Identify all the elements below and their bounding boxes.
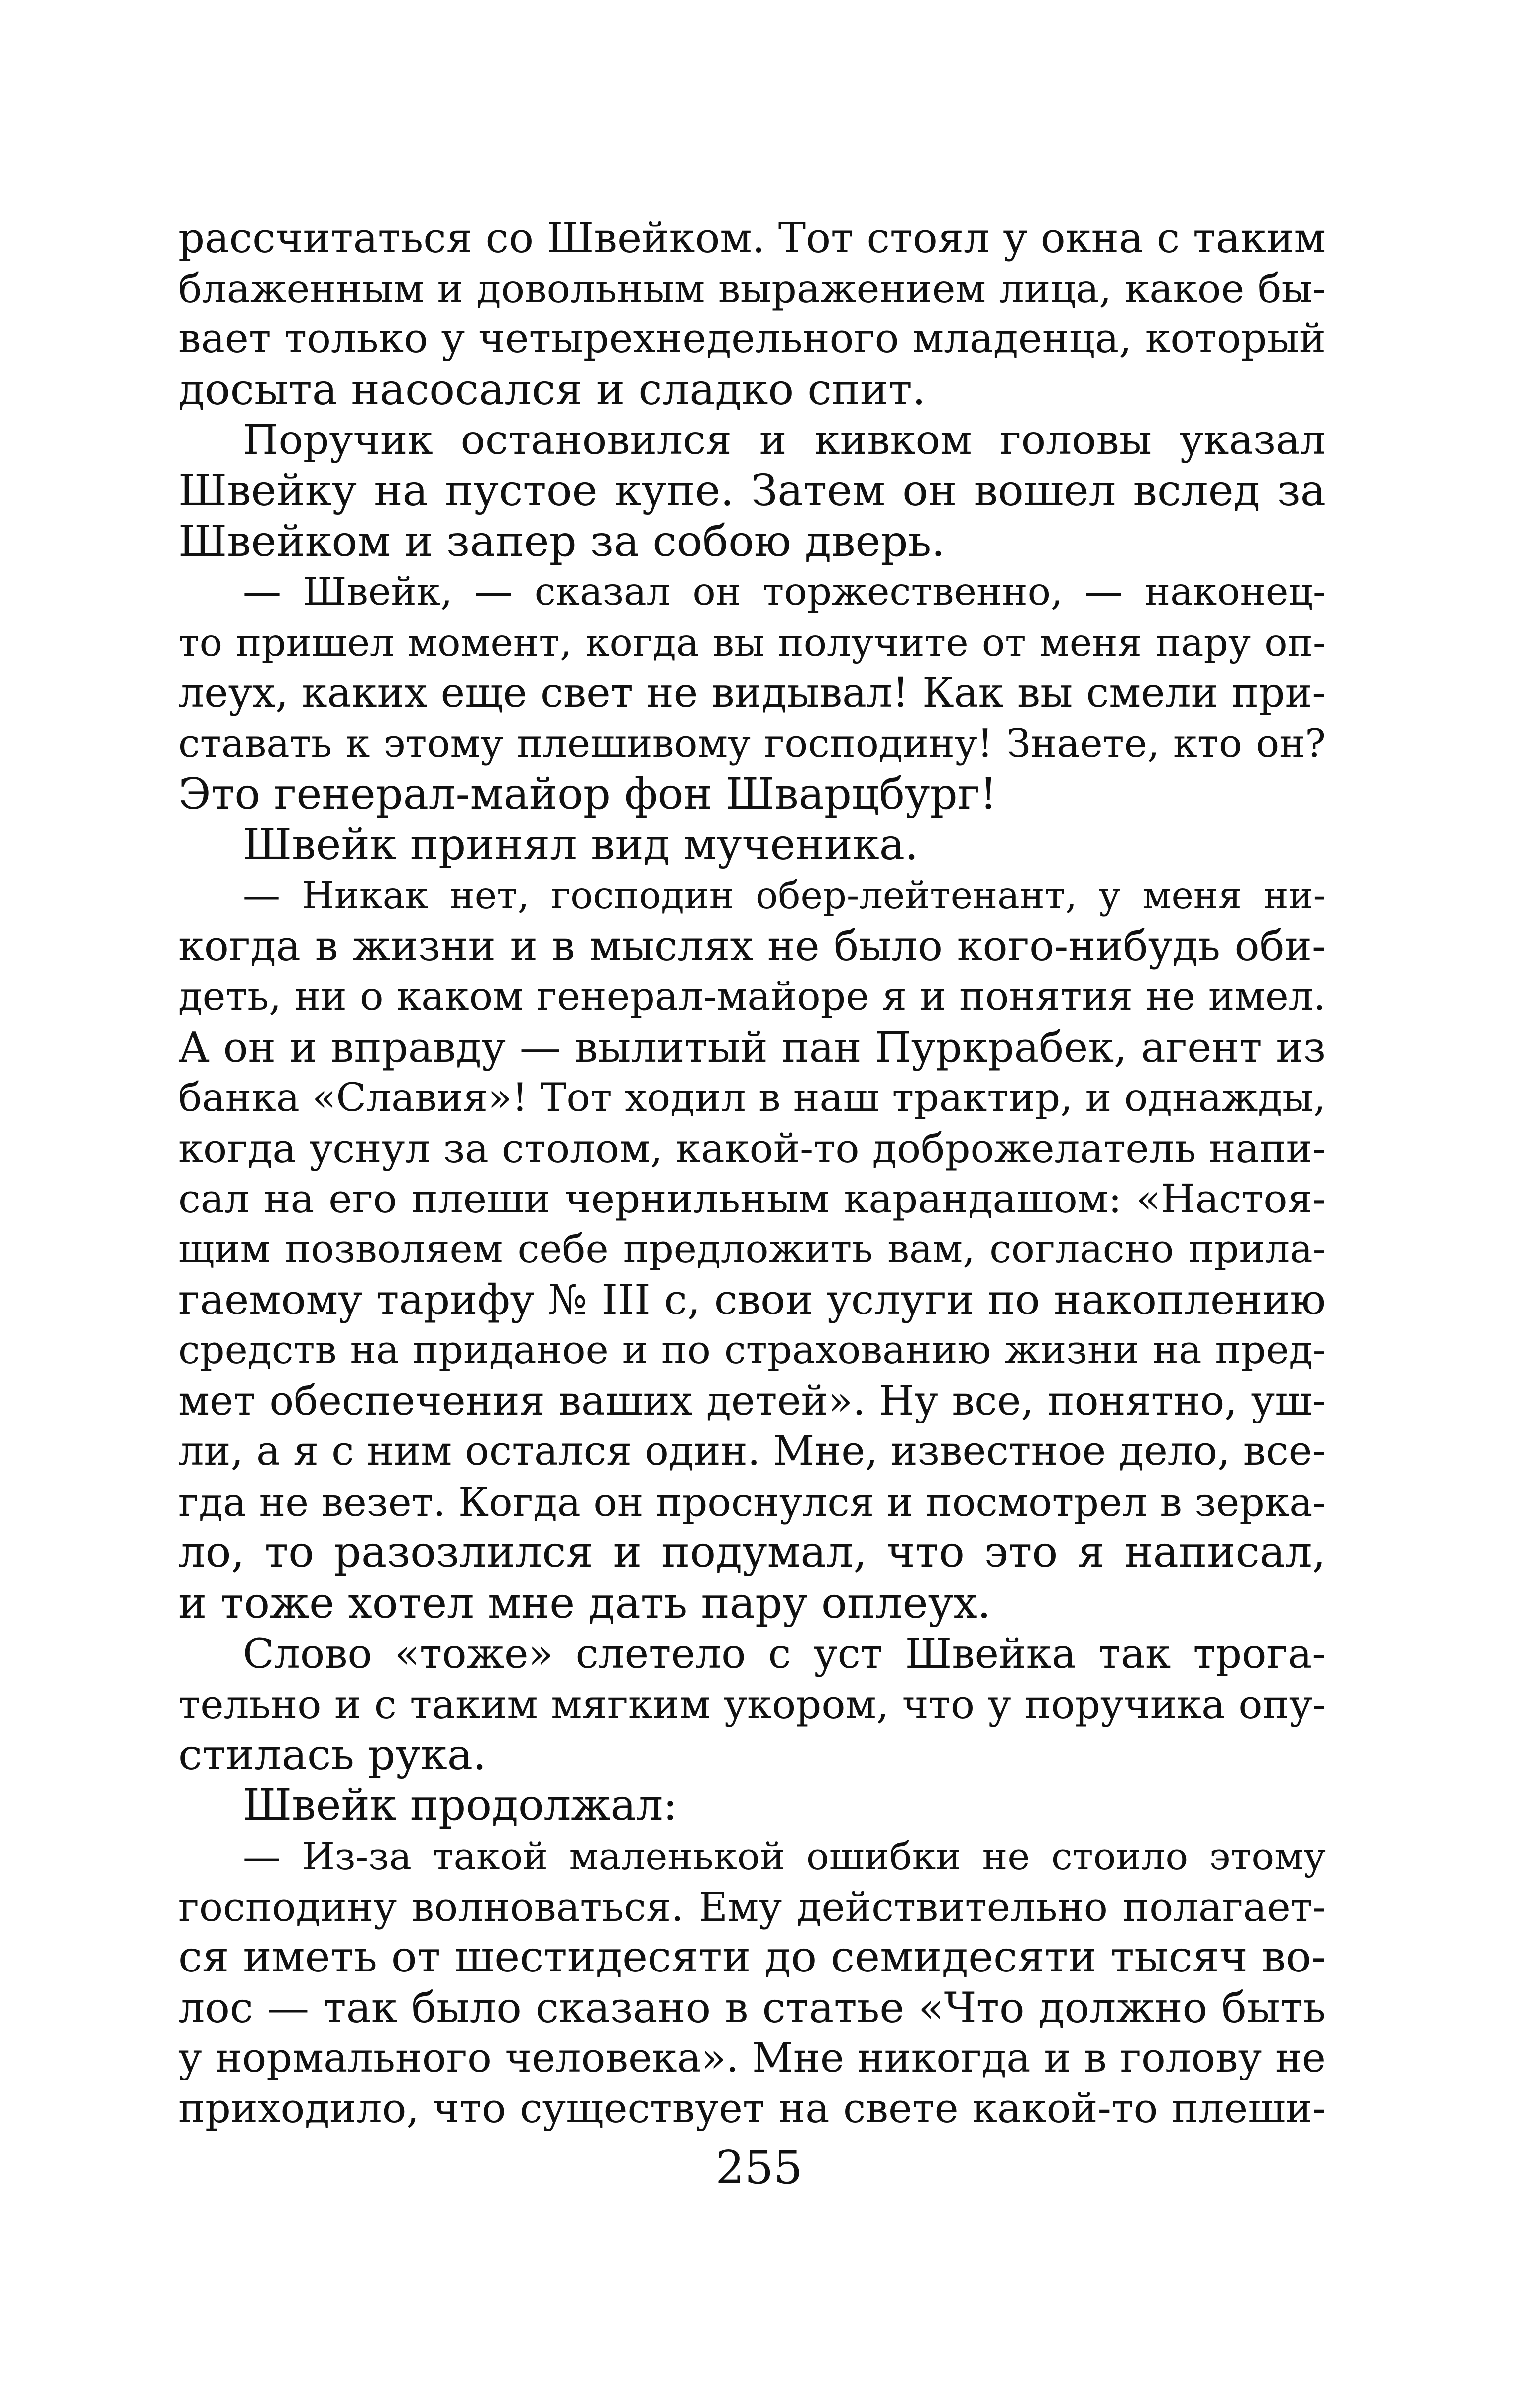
text-line: у нормального человека». Мне никогда и в голову не	[178, 2035, 1326, 2082]
text-line: Поручик остановился и кивком головы указал	[243, 417, 1326, 464]
text-line: приходило, что существует на свете какой-то плеши-	[178, 2085, 1326, 2132]
text-line: вает только у четырехнедельного младенца, который	[178, 316, 1326, 363]
text-line: ставать к этому плешивому господину! Знаете, кто он?	[178, 721, 1326, 766]
text-line: и тоже хотел мне дать пару оплеух.	[178, 1578, 991, 1629]
text-line: тельно и с таким мягким укором, что у поручика опу-	[178, 1681, 1326, 1728]
text-line: ли, а я с ним остался один. Мне, известное дело, все-	[178, 1428, 1326, 1475]
text-line: стилась рука.	[178, 1730, 487, 1780]
text-line: — Никак нет, господин обер-лейтенант, у меня ни-	[243, 873, 1326, 917]
text-line: щим позволяем себе предложить вам, согласно прила-	[178, 1226, 1326, 1272]
text-line: рассчитаться со Швейком. Тот стоял у окна с таким	[178, 214, 1326, 262]
text-line: Швейк принял вид мученика.	[243, 820, 919, 870]
text-line: ся иметь от шестидесяти до семидесяти тысяч во-	[178, 1932, 1326, 1982]
text-line: то пришел момент, когда вы получите от меня пару оп-	[178, 620, 1326, 665]
page-number: 255	[715, 2141, 803, 2194]
text-line: когда уснул за столом, какой-то доброжелатель напи-	[178, 1125, 1326, 1172]
text-line: досыта насосался и сладко спит.	[178, 364, 926, 415]
text-line: леух, каких еще свет не видывал! Как вы смели при-	[178, 669, 1326, 717]
text-line: блаженным и довольным выражением лица, какое бы-	[178, 265, 1326, 312]
text-line: лос — так было сказано в статье «Что должно быть	[178, 1983, 1326, 2032]
text-line: — Из-за такой маленькой ошибки не стоило этому	[243, 1834, 1326, 1878]
text-line: деть, ни о каком генерал-майоре я и понятия не имел.	[178, 973, 1326, 1019]
text-line: ло, то разозлился и подумал, что это я написал,	[178, 1528, 1326, 1578]
body-text	[178, 213, 1326, 2135]
text-line: Швейк продолжал:	[243, 1780, 678, 1831]
text-line: банка «Славия»! Тот ходил в наш трактир, и однажды,	[178, 1075, 1326, 1121]
text-line: — Швейк, — сказал он торжественно, — наконец-	[243, 570, 1326, 615]
text-line: средств на приданое и по страхованию жизни на пред-	[178, 1328, 1326, 1373]
text-line: сал на его плеши чернильным карандашом: «Настоя-	[178, 1176, 1326, 1222]
text-line: Швейку на пустое купе. Затем он вошел вслед за	[178, 465, 1326, 516]
text-line: когда в жизни и в мыслях не было кого-нибудь оби-	[178, 922, 1326, 971]
text-line: гда не везет. Когда он проснулся и посмотрел в зерка-	[178, 1479, 1326, 1525]
text-line: Швейком и запер за собою дверь.	[178, 516, 945, 566]
text-line: мет обеспечения ваших детей». Ну все, понятно, уш-	[178, 1377, 1326, 1424]
text-line: господину волноваться. Ему действительно полагает-	[178, 1883, 1326, 1930]
text-line: А он и вправду — вылитый пан Пуркрабек, агент из	[178, 1023, 1326, 1072]
text-line: Это генерал-майор фон Шварцбург!	[178, 769, 997, 819]
text-line: гаемому тарифу № III с, свои услуги по накоплению	[178, 1276, 1326, 1324]
text-line: Слово «тоже» слетело с уст Швейка так трога-	[243, 1630, 1326, 1678]
